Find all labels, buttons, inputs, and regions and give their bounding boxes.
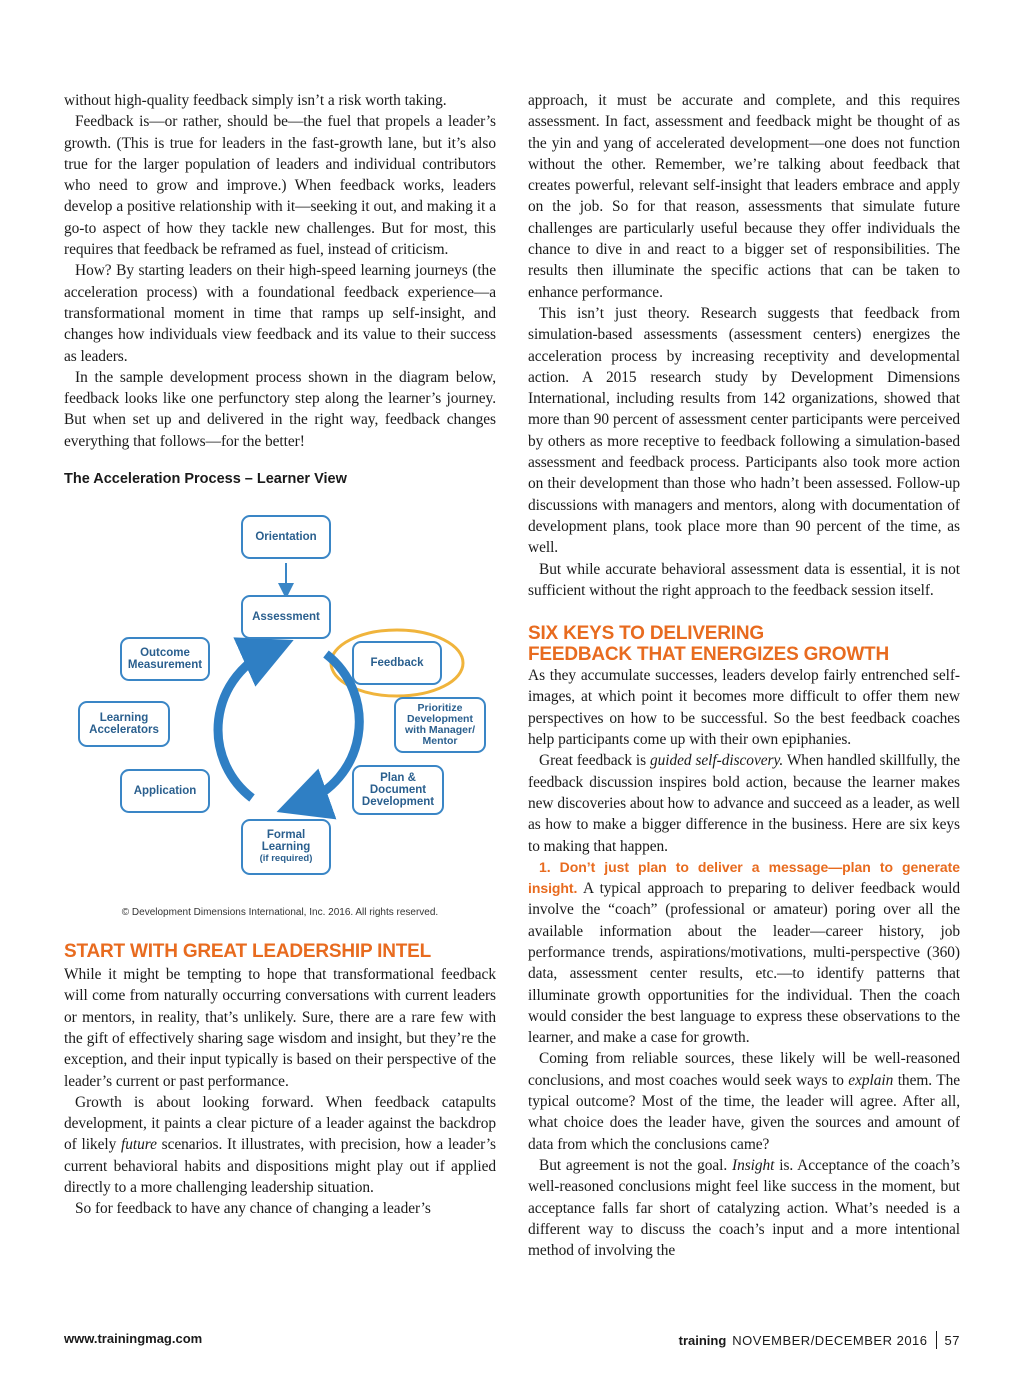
text-run: scenarios. It illustrates, with precision, how a leader’s current behavioral habits and dispositions might play out if applied directly to a more challenging leadership situation. [64,1136,496,1197]
node-outcome-measurement: Outcome Measurement [120,637,210,681]
paragraph [528,857,960,1049]
text-run: them. The typical outcome? Most of the time, the leader will agree. After all, what choice does the leader have, given the sources and amount of data from which the conclusions came? [528,1071,961,1153]
text-run: Growth is about looking forward. When feedback catapults development, it paints a clear picture of a leader against the backdrop of likely [64,1093,496,1154]
footer-folio [679,1331,960,1349]
node-learning-accelerators: Learning Accelerators [78,701,170,747]
paragraph: While it might be tempting to hope that transformational feedback will come from naturally occurring conversations with current leaders or mentors, in reality, that’s unlikely. Sure, there are a rare few with the gift of effectively sharing sage wisdom and insight, but they’re the exception, and their input typically is based on their perspective of the leader’s current or past performance. [64,966,496,1090]
emphasis: explain [848,1071,894,1089]
section-heading [528,623,960,665]
paragraph: Feedback is—or rather, should be—the fuel that propels a leader’s growth. (This is true for leaders in the fast-growth lane, but it’s also true for the larger population of leaders and individual contributors who need to grow and improve.) When feedback works, leaders develop a positive relationship with it—seeking it out, and making it a go-to aspect of how they tackle new challenges. But for most, this requires that feedback be reframed as fuel, instead of criticism. [64,113,496,259]
footer-divider [936,1331,937,1349]
emphasis: Insight [732,1156,775,1174]
section-heading-line-1: SIX KEYS TO DELIVERING [528,623,764,645]
node-application: Application [120,769,210,813]
paragraph: without high-quality feedback simply isn’t a risk worth taking. [64,92,447,109]
paragraph: In the sample development process shown in the diagram below, feedback looks like one perfunctory step along the learner’s journey. But when set up and delivered in the right way, feedback changes everything that follows—for the better! [64,368,496,450]
formal-learning-label: Formal Learning [261,829,311,854]
paragraph: So for feedback to have any chance of changing a leader’s [75,1200,431,1218]
paragraph: approach, it must be accurate and complete, and this requires assessment. In fact, assessment and feedback might be thought of as the yin and yang of accelerated development—one does not function without the other. Remember, we’re talking about feedback that creates powerful, relevant self-insight that leaders embrace and apply on the job. So for that reason, assessments that simulate future challenges are particularly useful because they offer individuals the chance to dive in and react to a bigger set of responsibilities. The results then illuminate the specific actions that can be taken to enhance performance. [528,92,960,301]
paragraph [528,750,960,856]
text-run: But agreement is not the goal. [539,1156,732,1174]
paragraph [528,1155,960,1261]
node-orientation: Orientation [241,515,331,559]
paragraph: But while accurate behavioral assessment data is essential, it is not sufficient without the right approach to the feedback session itself. [528,560,960,599]
text-run: When handled skillfully, the feedback discussion inspires bold action, because the learner makes new discoveries about how to advance and succeed as a leader, as well as how to make a bigger difference in the business. Here are six keys to making that happen. [528,752,960,855]
paragraph [64,1092,496,1198]
acceleration-process-diagram [64,501,496,921]
page-number: 57 [944,1332,960,1348]
cycle-arrow-left [218,651,269,798]
footer-url[interactable]: www.trainingmag.com [64,1331,203,1346]
node-prioritize-development: Prioritize Development with Manager/ Mentor [394,697,486,753]
formal-learning-note: (if required) [259,853,313,865]
paragraph [528,1048,960,1154]
cycle-arrow-right [302,654,359,803]
section-heading-line-2: FEEDBACK THAT ENERGIZES GROWTH [528,644,889,666]
key-1-lead: 1. Don’t just plan to deliver a message—plan to generate insight. [528,858,960,897]
text-run: Great feedback is [539,752,650,770]
node-feedback: Feedback [352,641,442,685]
footer-brand: training [678,1332,727,1348]
node-plan-document: Plan & Document Development [352,765,444,815]
copyright-notice: © Development Dimensions International, Inc. 2016. All rights reserved. [121,907,439,919]
text-run: A typical approach to preparing to deliver feedback would involve the “coach” (professional or amateur) poring over all the available information about the leader—career history, job performance trends, aspirations/motivations, multi-perspective (360) data, assessment center results, etc.—to identify patterns that illuminate growth opportunities for the individual. Then the coach would consider the best language to express these observations to the learner, and make a case for growth. [528,880,960,1047]
node-assessment: Assessment [241,595,331,639]
node-formal-learning [241,819,331,875]
text-run: Coming from reliable sources, these likely will be well-reasoned conclusions, and most coaches would seek ways to [528,1050,960,1089]
paragraph: How? By starting leaders on their high-speed learning journeys (the acceleration process) with a foundational feedback experience—a transformational moment in time that ramps up self-insight, and changes how individuals view feedback and its value to their success as leaders. [64,262,496,365]
section-heading: START WITH GREAT LEADERSHIP INTEL [64,941,432,963]
emphasis: future [120,1136,157,1154]
emphasis: guided self-discovery. [649,752,784,770]
paragraph: As they accumulate successes, leaders develop fairly entrenched self-images, at which point it becomes more difficult to offer them new perspectives on how to be successful. So the best feedback coaches help participants come up with their own epiphanies. [528,667,960,749]
paragraph: This isn’t just theory. Research suggests that feedback from simulation-based assessments (assessment centers) energizes the acceleration process by increasing receptivity and developmental action. A 2015 research study by Development Dimensions International, including results from 142 organizations, showed that more than 90 percent of assessment center participants were perceived by others as more receptive to feedback following a simulation-based assessment and feedback process. Participants also took more action on their development than those who hadn’t been assessed. Follow-up discussions with managers and mentors, along with documentation of development plans, took place more than 90 percent of the time, as well. [528,304,960,557]
figure-title: The Acceleration Process – Learner View [64,471,347,488]
footer-issue: NOVEMBER/DECEMBER 2016 [732,1332,928,1348]
left-column [64,90,496,1220]
text-run: is. Acceptance of the coach’s well-reasoned conclusions might feel like success in the moment, but acceptance falls far short of catalyzing action. What’s needed is a different way to discuss the coach’s input and a more intentional method of involving the [528,1156,960,1260]
right-column [528,90,960,1261]
